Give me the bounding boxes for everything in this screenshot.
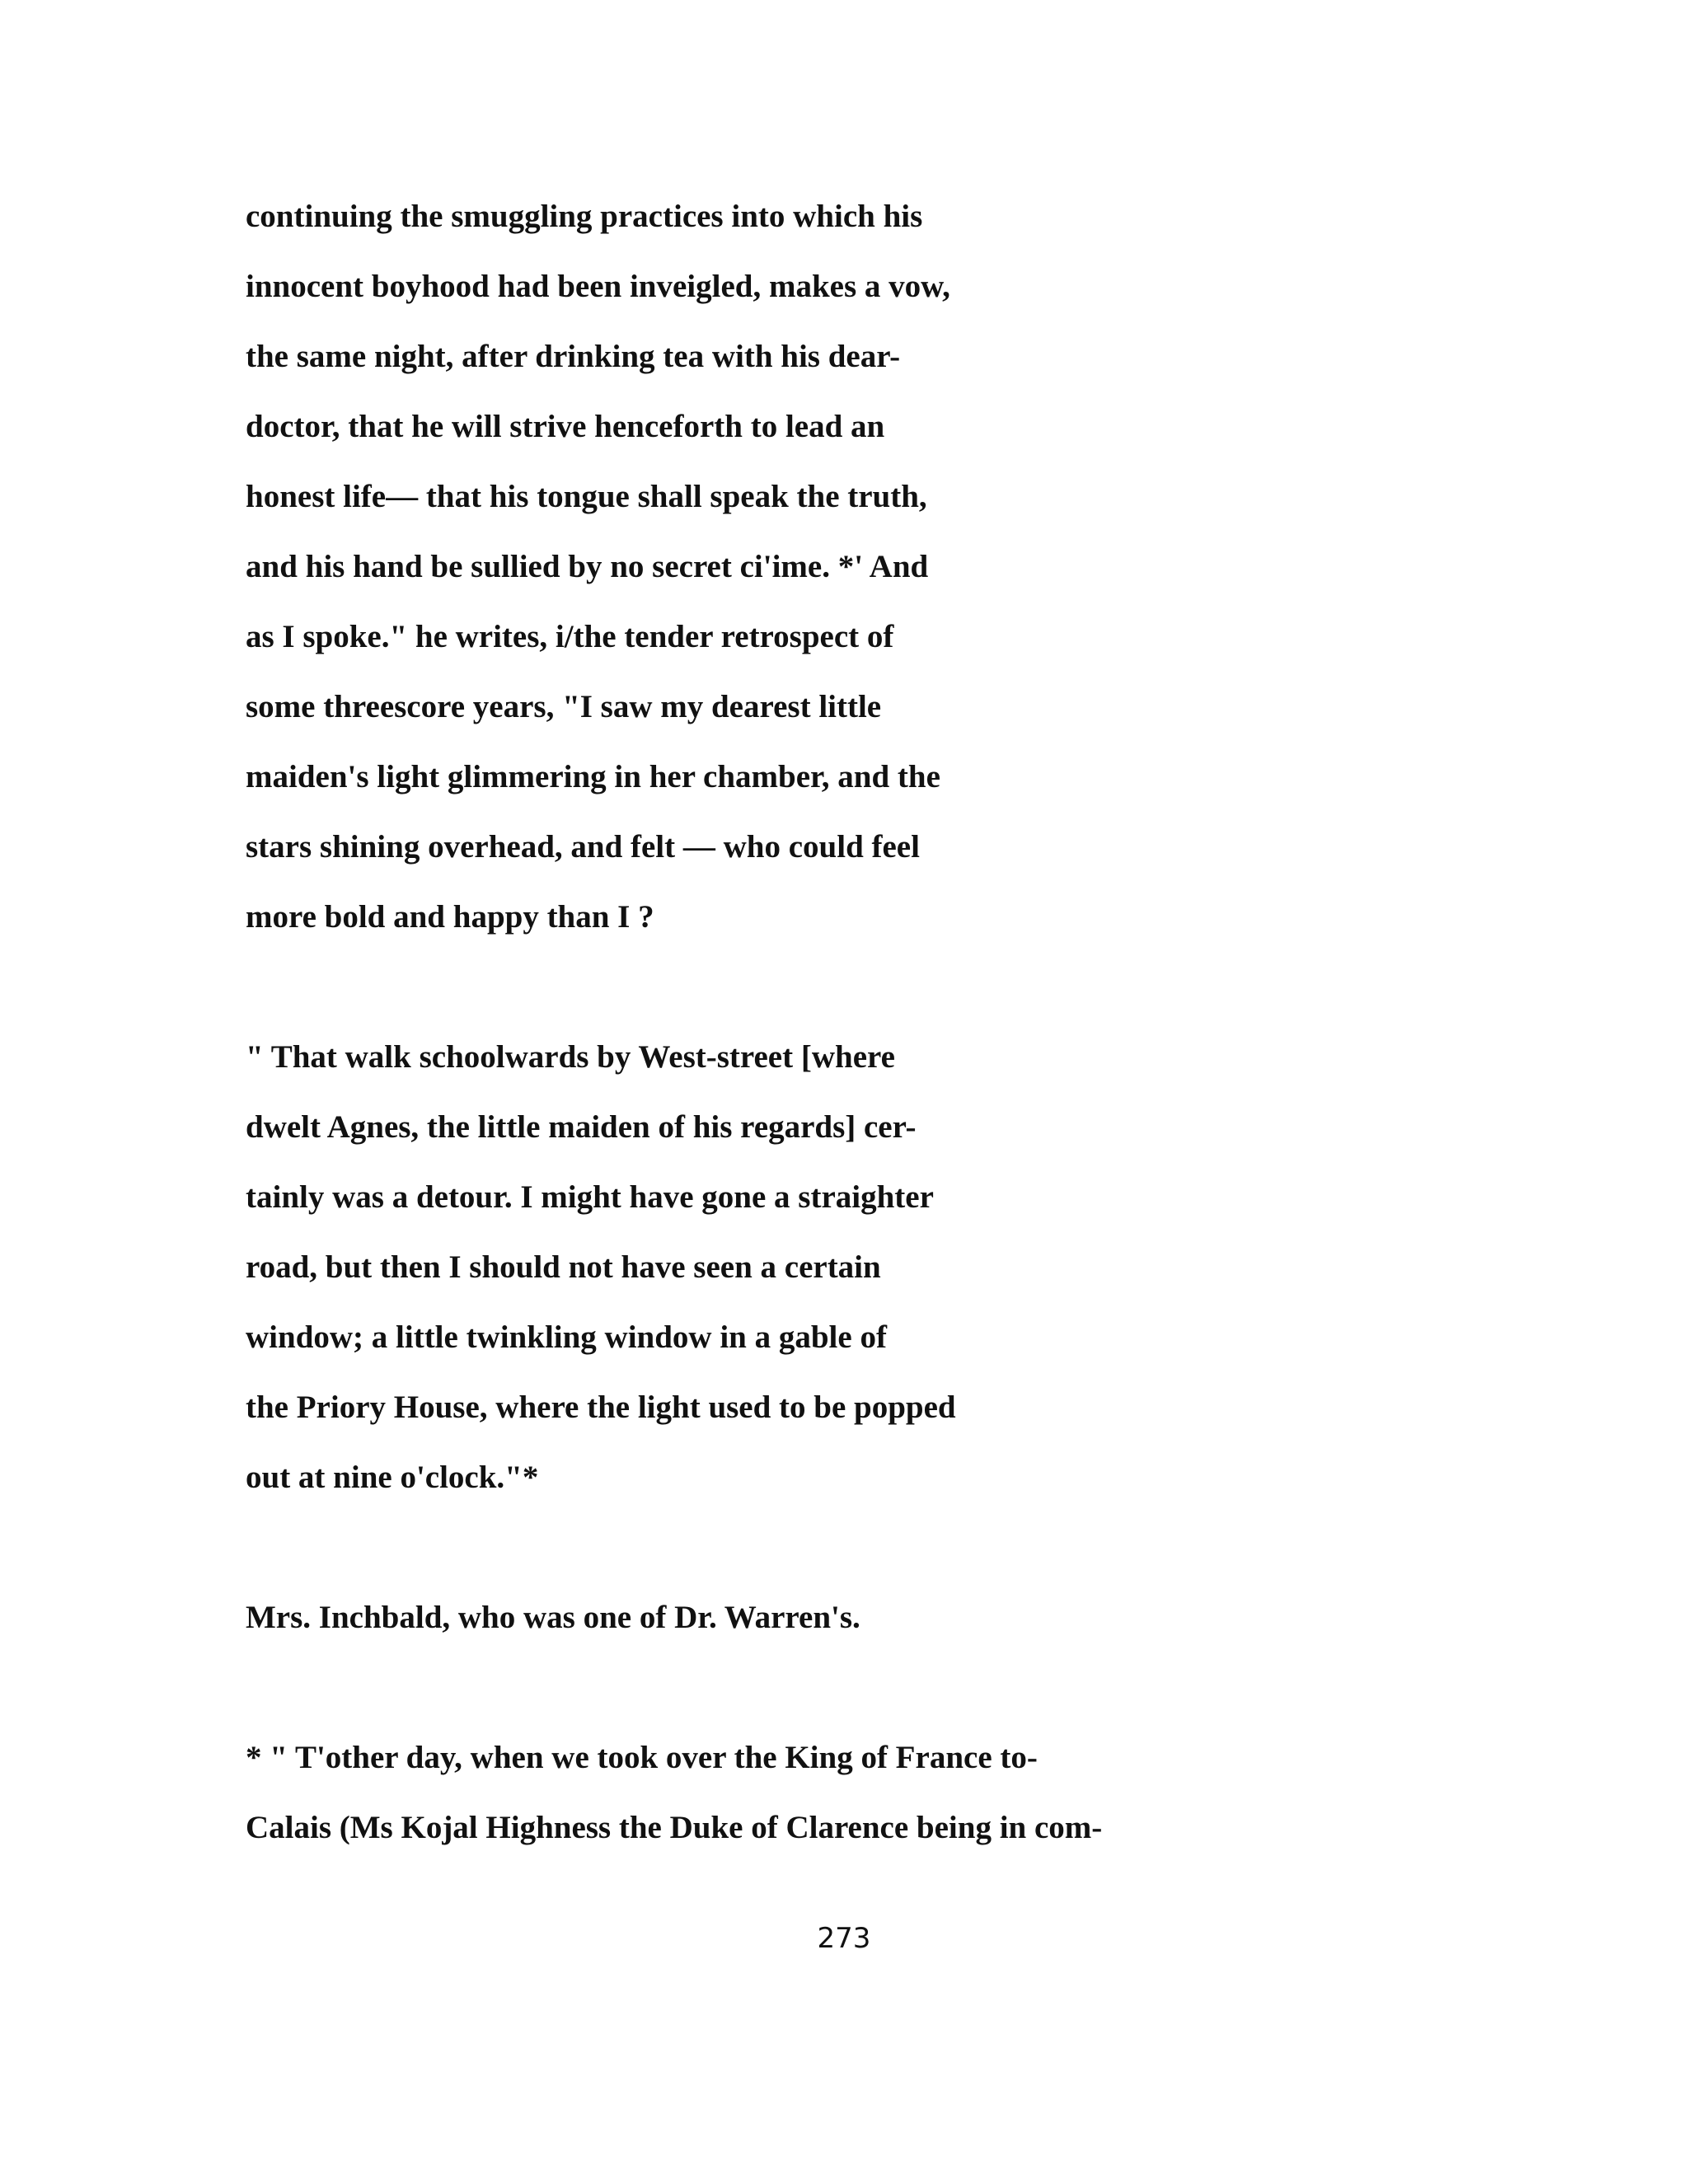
text-line: out at nine o'clock."* (246, 1460, 539, 1495)
text-line: " That walk schoolwards by West-street [where (246, 1039, 895, 1075)
text-line: and his hand be sullied by no secret ci'ime. *' And (246, 549, 929, 584)
paragraph-gap (246, 1527, 1564, 1597)
text-line: innocent boyhood had been inveigled, makes a vow, (246, 269, 950, 304)
page-number: 273 (817, 1922, 871, 1955)
text-line: continuing the smuggling practices into which his (246, 199, 923, 234)
text-line: dwelt Agnes, the little maiden of his regards] cer- (246, 1109, 917, 1145)
footnote (246, 1737, 1564, 1877)
text-line: the Priory House, where the light used to be popped (246, 1390, 956, 1425)
text-line: stars shining overhead, and felt — who could feel (246, 829, 920, 865)
text-line: the same night, after drinking tea with his dear- (246, 339, 901, 374)
text-line: as I spoke." he writes, i/the tender retrospect of (246, 619, 894, 654)
text-line: Mrs. Inchbald, who was one of Dr. Warren's. (246, 1600, 860, 1635)
text-line: some threescore years, "I saw my dearest little (246, 689, 882, 724)
paragraph-gap (246, 967, 1564, 1037)
body-text (246, 196, 1564, 1877)
text-line: Calais (Ms Kojal Highness the Duke of Clarence being in com- (246, 1810, 1103, 1845)
text-line: maiden's light glimmering in her chamber, and the (246, 759, 940, 794)
text-line: doctor, that he will strive henceforth to lead an (246, 409, 885, 444)
paragraph-3 (246, 1597, 1564, 1667)
paragraph-1 (246, 196, 1564, 967)
text-line: window; a little twinkling window in a gable of (246, 1319, 887, 1355)
text-line: more bold and happy than I ? (246, 899, 654, 935)
text-line: * " T'other day, when we took over the King of France to- (246, 1740, 1038, 1775)
text-line: tainly was a detour. I might have gone a straighter (246, 1179, 934, 1215)
paragraph-2 (246, 1037, 1564, 1527)
text-line: road, but then I should not have seen a certain (246, 1249, 881, 1285)
text-line: honest life— that his tongue shall speak the truth, (246, 479, 927, 514)
paragraph-gap (246, 1667, 1564, 1737)
